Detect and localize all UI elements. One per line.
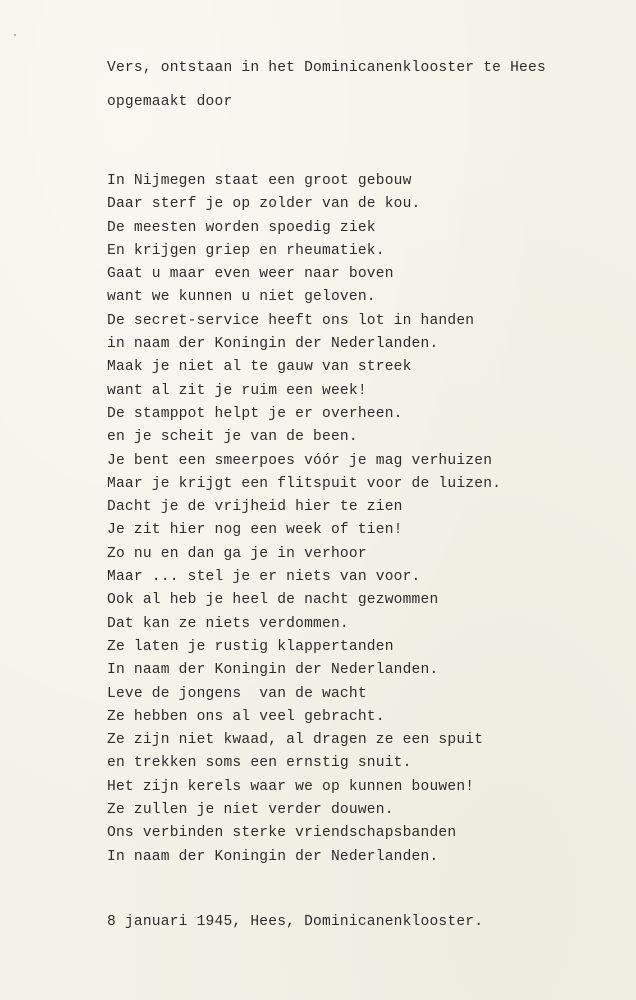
poem-line: En krijgen griep en rheumatiek. xyxy=(107,242,385,259)
poem-line: Je bent een smeerpoes vóór je mag verhuizen xyxy=(107,452,493,469)
poem-line: In naam der Koningin der Nederlanden. xyxy=(107,848,439,865)
poem-line: in naam der Koningin der Nederlanden. xyxy=(107,336,439,353)
poem-line: Maar je krijgt een flitspuit voor de luizen. xyxy=(107,475,502,492)
poem-line: Maak je niet al te gauw van streek xyxy=(107,359,412,376)
poem-line: Leve de jongens van de wacht xyxy=(107,685,367,702)
poem-line: Zo nu en dan ga je in verhoor xyxy=(107,545,367,562)
paper-speck xyxy=(14,34,16,36)
poem-line: Ons verbinden sterke vriendschapsbanden xyxy=(107,825,457,842)
header-author-line: opgemaakt door xyxy=(107,94,233,110)
footer-date-place: 8 januari 1945, Hees, Dominicanenklooster. xyxy=(107,914,484,930)
poem-line: want al zit je ruim een week! xyxy=(107,382,367,399)
poem-line: In naam der Koningin der Nederlanden. xyxy=(107,662,439,679)
poem-line: Ze zullen je niet verder douwen. xyxy=(107,802,394,819)
poem-line: In Nijmegen staat een groot gebouw xyxy=(107,173,412,189)
poem-line: De secret-service heeft ons lot in handen xyxy=(107,312,475,329)
poem-line: en je scheit je van de been. xyxy=(107,429,358,446)
poem-line: Ze zijn niet kwaad, al dragen ze een spuit xyxy=(107,732,484,749)
poem-line: Maar ... stel je er niets van voor. xyxy=(107,569,421,586)
poem-line: De meesten worden spoedig ziek xyxy=(107,219,376,236)
poem-line: Ook al heb je heel de nacht gezwommen xyxy=(107,592,439,609)
poem-line: De stamppot helpt je er overheen. xyxy=(107,405,403,422)
poem-line: Ze laten je rustig klappertanden xyxy=(107,638,394,655)
poem-line: Het zijn kerels waar we op kunnen bouwen! xyxy=(107,778,475,795)
poem-line: Daar sterf je op zolder van de kou. xyxy=(107,196,421,213)
poem-line: Dat kan ze niets verdommen. xyxy=(107,615,349,632)
poem-line: Dacht je de vrijheid hier te zien xyxy=(107,499,403,516)
poem xyxy=(107,170,501,869)
poem-line: Ze hebben ons al veel gebracht. xyxy=(107,708,385,725)
poem-line: en trekken soms een ernstig snuit. xyxy=(107,755,412,772)
poem-line: want we kunnen u niet geloven. xyxy=(107,289,376,306)
poem-line: Gaat u maar even weer naar boven xyxy=(107,266,394,283)
poem-line: Je zit hier nog een week of tien! xyxy=(107,522,403,539)
header-title: Vers, ontstaan in het Dominicanenklooster te Hees xyxy=(107,60,546,76)
